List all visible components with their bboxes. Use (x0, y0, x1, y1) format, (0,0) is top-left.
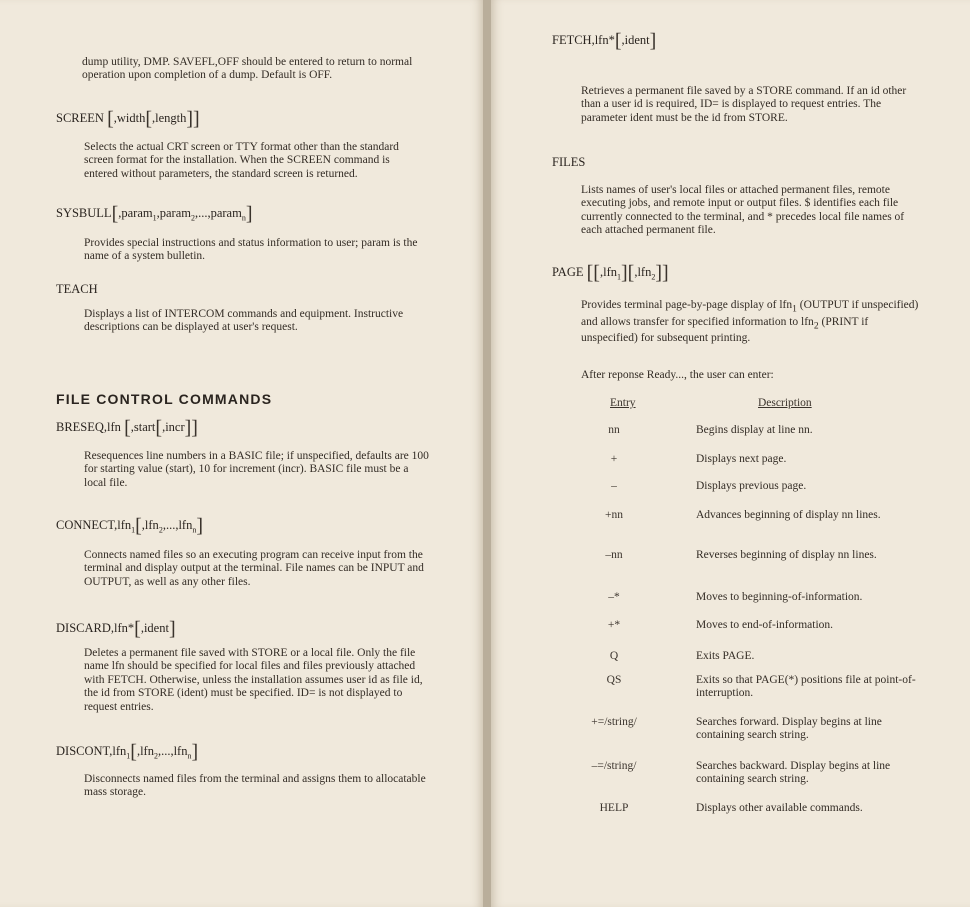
table-entry-cell: + (610, 453, 618, 465)
connect-name: CONNECT,lfn (56, 518, 132, 532)
table-description-cell: Searches backward. Display begins at line containing search string. (696, 760, 891, 786)
table-entry-cell: +* (607, 619, 621, 631)
sysbull-param: ,param (156, 206, 191, 220)
table-description-cell: Searches forward. Display begins at line containing search string. (696, 716, 882, 742)
sysbull-command: SYSBULL[,param$_1$,param$_2$,...,param$_n$] (56, 203, 253, 225)
fetch-description: Retrieves a permanent file saved by a STORE command. If an id other than a user id is required, ID= is displayed to request entries. The parameter ident must be the id from STORE. (581, 85, 907, 124)
sysbull-name: SYSBULL (56, 206, 112, 220)
breseq-description: Resequences line numbers in a BASIC file; if unspecified, defaults are 100 for starting value (start), 10 for increment (incr). BASIC file must be a local file. (84, 450, 429, 489)
sysbull-param: ,...,param (194, 206, 242, 220)
screen-param-width: ,width (113, 111, 146, 125)
discard-name: DISCARD,lfn* (56, 621, 135, 635)
table-description-cell: Advances beginning of display nn lines. (696, 509, 881, 521)
fetch-param-ident: ,ident (621, 33, 650, 47)
page-sub: 2 (651, 272, 656, 282)
page-description (581, 299, 921, 346)
table-description-cell: Displays next page. (696, 453, 787, 465)
teach-command: TEACH (56, 282, 98, 296)
connect-sub: 1 (131, 525, 136, 535)
dmp-paragraph: dump utility, DMP. SAVEFL,OFF should be entered to return to normal operation upon completion of a dump. Default is OFF. (82, 56, 413, 82)
discont-name: DISCONT,lfn (56, 744, 127, 758)
page-command: PAGE [[,lfn$_1$][,lfn$_2$]] (552, 262, 669, 284)
discont-sub: 2 (153, 751, 158, 761)
right-page (491, 0, 970, 907)
table-entry-cell: –* (608, 591, 620, 603)
left-page (0, 0, 483, 907)
screen-description: Selects the actual CRT screen or TTY format other than the standard screen format for the installation. When the SCREEN command is entered without parameters, the standard screen is returned. (84, 141, 399, 180)
page-desc-sub: 1 (792, 303, 797, 315)
sysbull-sub: n (241, 213, 246, 223)
discont-param: ,...,lfn (157, 744, 188, 758)
files-command: FILES (552, 155, 586, 169)
discard-description: Deletes a permanent file saved with STORE or a local file. Only the file name lfn should be specified for local files and files previously attached with FETCH. Otherwise, unless the installation assumes user id as file id, the id from STORE (ident) must be specified. ID= is not displayed to request entries. (84, 647, 423, 713)
sysbull-sub: 2 (190, 213, 195, 223)
discard-param-ident: ,ident (140, 621, 169, 635)
sysbull-param: ,param (118, 206, 153, 220)
breseq-param-start: ,start (130, 420, 156, 434)
connect-command: CONNECT,lfn$_1$[,lfn$_2$,...,lfn$_n$] (56, 515, 203, 537)
connect-description: Connects named files so an executing program can receive input from the terminal and display output at the terminal. File names can be INPUT and OUTPUT, as well as any other files. (84, 549, 424, 588)
files-description: Lists names of user's local files or attached permanent files, remote executing jobs, and remote input or output files. $ identifies each file currently connected to the terminal, and * precedes local file names of each attached permanent file. (581, 184, 905, 237)
page-desc-part: (OUTPUT if unspecified) and allows transfer for specified information to lfn (581, 299, 919, 328)
table-description-cell: Displays other available commands. (696, 802, 863, 814)
connect-param: ,...,lfn (162, 518, 193, 532)
screen-name: SCREEN (56, 111, 104, 125)
table-entry-cell: +=/string/ (591, 716, 637, 728)
fetch-name: FETCH,lfn* (552, 33, 615, 47)
table-entry-cell: nn (608, 424, 620, 436)
discont-description: Disconnects named files from the terminal and assigns them to allocatable mass storage. (84, 773, 426, 799)
table-header-description: Description (758, 397, 812, 409)
discard-command: DISCARD,lfn*[,ident] (56, 618, 176, 640)
table-description-cell: Exits PAGE. (696, 650, 755, 662)
fetch-command: FETCH,lfn*[,ident] (552, 30, 657, 52)
table-description-cell: Begins display at line nn. (696, 424, 813, 436)
table-description-cell: Moves to beginning-of-information. (696, 591, 863, 603)
table-description-cell: Reverses beginning of display nn lines. (696, 549, 877, 561)
table-entry-cell: QS (606, 674, 622, 686)
breseq-param-incr: ,incr (162, 420, 185, 434)
after-response-text: After reponse Ready..., the user can enter: (581, 369, 774, 381)
page-desc-part: (PRINT if unspecified) for subsequent printing. (581, 315, 869, 345)
connect-param: ,lfn (141, 518, 159, 532)
teach-description: Displays a list of INTERCOM commands and equipment. Instructive descriptions can be displayed at user's request. (84, 308, 404, 334)
section-heading: FILE CONTROL COMMANDS (56, 391, 273, 407)
connect-sub: n (192, 525, 197, 535)
table-header-entry: Entry (610, 397, 636, 409)
discont-param: ,lfn (136, 744, 154, 758)
table-entry-cell: – (611, 480, 617, 492)
discont-sub: n (187, 751, 192, 761)
table-description-cell: Moves to end-of-information. (696, 619, 834, 631)
breseq-command: BRESEQ,lfn [,start[,incr]] (56, 417, 198, 439)
sysbull-sub: 1 (152, 213, 157, 223)
table-entry-cell: –nn (605, 549, 623, 561)
discont-command: DISCONT,lfn$_1$[,lfn$_2$,...,lfn$_n$] (56, 741, 199, 763)
table-entry-cell: +nn (605, 509, 623, 521)
table-entry-cell: –=/string/ (591, 760, 637, 772)
page-name: PAGE (552, 265, 584, 279)
screen-command: SCREEN [,width[,length]] (56, 108, 200, 130)
breseq-name: BRESEQ,lfn (56, 420, 121, 434)
table-description-cell: Displays previous page. (696, 480, 807, 492)
table-entry-cell: Q (609, 650, 619, 662)
page-param: ,lfn (634, 265, 652, 279)
sysbull-description: Provides special instructions and status information to user; param is the name of a system bulletin. (84, 237, 418, 263)
discont-sub: 1 (126, 751, 131, 761)
table-description-cell: Exits so that PAGE(*) positions file at point-of-interruption. (696, 674, 916, 700)
page-desc-part: Provides terminal page-by-page display of lfn (581, 299, 793, 311)
page-gutter (483, 0, 491, 907)
screen-param-length: ,length (152, 111, 187, 125)
table-entry-cell: HELP (599, 802, 629, 814)
page-param: ,lfn (599, 265, 617, 279)
page-desc-sub: 2 (813, 320, 819, 331)
connect-sub: 2 (158, 525, 163, 535)
page-sub: 1 (616, 272, 621, 282)
